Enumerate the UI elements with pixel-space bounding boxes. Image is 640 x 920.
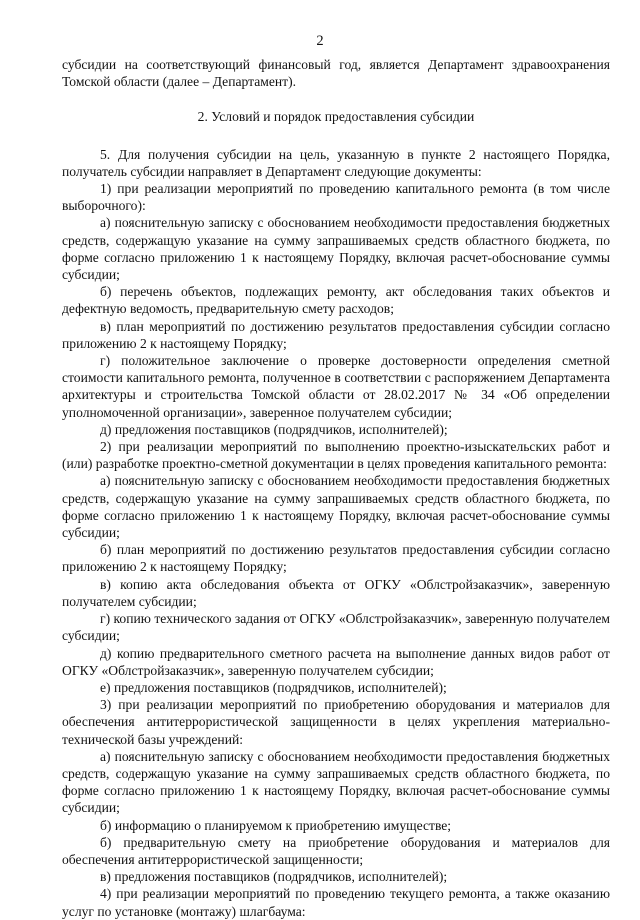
paragraph: б) перечень объектов, подлежащих ремонту, акт обследования таких объектов и дефектную ведомость, предварительную смету расходов; <box>62 284 610 317</box>
paragraph: 4) при реализации мероприятий по проведению текущего ремонта, а также оказанию услуг по установке (монтажу) шлагбаума: <box>62 886 610 919</box>
paragraph: а) пояснительную записку с обоснованием необходимости предоставления бюджетных средств, содержащую указание на сумму запрашиваемых средств областного бюджета, по форме согласно приложению 1 к настоящему Порядку, включая расчет-обоснование суммы субсидии; <box>62 748 610 816</box>
paragraph: г) положительное заключение о проверке достоверности определения сметной стоимости капитального ремонта, полученное в соответствии с распоряжением Департамента архитектуры и строительства Томской области от 28.02.2017 № 34 «Об определении уполномоченной организации», заверенное получателем субсидии; <box>62 353 610 420</box>
paragraph: б) план мероприятий по достижению результатов предоставления субсидии согласно приложению 2 к настоящему Порядку; <box>62 542 610 575</box>
paragraph: 3) при реализации мероприятий по приобретению оборудования и материалов для обеспечения антитеррористической защищенности в целях укрепления материально-технической базы учреждений: <box>62 697 610 747</box>
paragraph: а) пояснительную записку с обоснованием необходимости предоставления бюджетных средств, содержащую указание на сумму запрашиваемых средств областного бюджета, по форме согласно приложению 1 к настоящему Порядку, включая расчет-обоснование суммы субсидии; <box>62 473 610 541</box>
paragraph: а) пояснительную записку с обоснованием необходимости предоставления бюджетных средств, содержащую указание на сумму запрашиваемых средств областного бюджета, по форме согласно приложению 1 к настоящему Порядку, включая расчет-обоснование суммы субсидии; <box>62 215 610 283</box>
paragraph: е) предложения поставщиков (подрядчиков, исполнителей); <box>100 679 447 695</box>
paragraph: б) информацию о планируемом к приобретению имуществе; <box>100 817 452 833</box>
document-body <box>62 56 610 920</box>
section-heading: 2. Условий и порядок предоставления субсидии <box>197 109 475 125</box>
paragraph: в) предложения поставщиков (подрядчиков, исполнителей); <box>100 869 448 885</box>
paragraph: 1) при реализации мероприятий по проведению капитального ремонта (в том числе выборочного): <box>62 181 610 214</box>
page-number: 2 <box>316 33 324 49</box>
paragraph: г) копию технического задания от ОГКУ «Облстройзаказчик», заверенную получателем субсидии; <box>62 611 610 644</box>
paragraph: б) предварительную смету на приобретение оборудования и материалов для обеспечения антитеррористической защищенности; <box>62 834 610 867</box>
paragraph: субсидии на соответствующий финансовый год, является Департамент здравоохранения Томской области (далее – Департамент). <box>62 57 610 90</box>
paragraph: в) план мероприятий по достижению результатов предоставления субсидии согласно приложению 2 к настоящему Порядку; <box>62 318 610 351</box>
paragraph: д) копию предварительного сметного расчета на выполнение данных видов работ от ОГКУ «Облстройзаказчик», заверенную получателем субсидии; <box>62 645 610 678</box>
paragraph: д) предложения поставщиков (подрядчиков, исполнителей); <box>100 421 448 437</box>
paragraph: 5. Для получения субсидии на цель, указанную в пункте 2 настоящего Порядка, получатель субсидии направляет в Департамент следующие документы: <box>62 146 610 179</box>
paragraph: в) копию акта обследования объекта от ОГКУ «Облстройзаказчик», заверенную получателем субсидии; <box>62 576 610 609</box>
paragraph: 2) при реализации мероприятий по выполнению проектно-изыскательских работ и (или) разработке проектно-сметной документации в целях проведения капитального ремонта: <box>62 439 610 472</box>
